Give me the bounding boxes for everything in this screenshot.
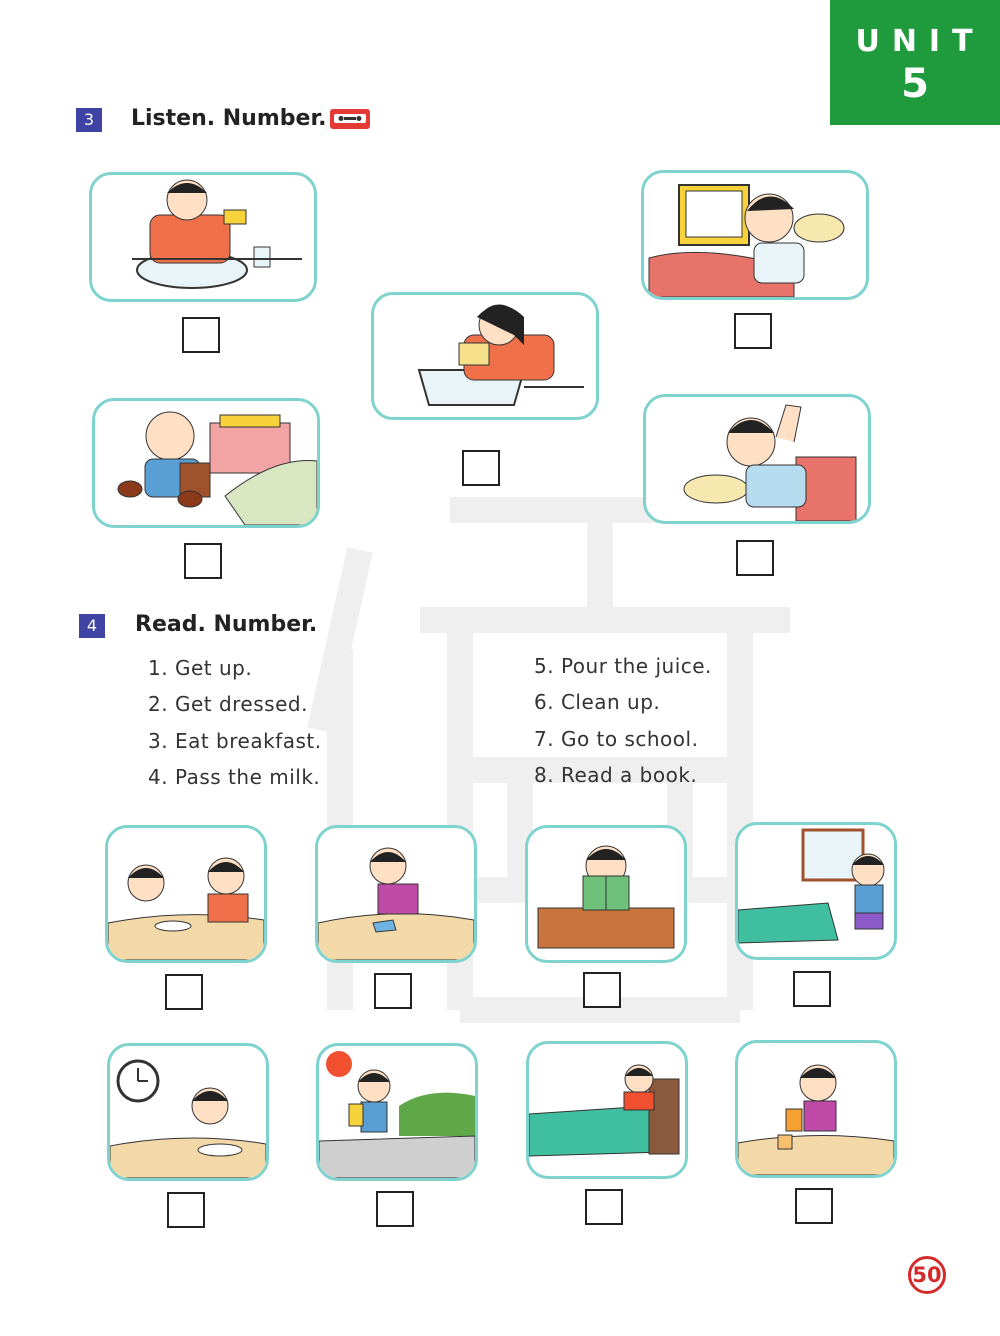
page-number: 50: [908, 1256, 946, 1294]
picture-eat-breakfast: [107, 1043, 269, 1181]
picture-wash-face: [371, 292, 599, 420]
answer-box-3-1[interactable]: [182, 317, 220, 353]
picture-go-to-school: [92, 398, 320, 528]
answer-box-3-2[interactable]: [734, 313, 772, 349]
section-4-number: 4: [79, 614, 105, 638]
unit-number: 5: [901, 61, 929, 107]
picture-get-dressed: [735, 822, 897, 960]
unit-label: UNIT: [855, 24, 985, 59]
answer-box-4-5[interactable]: [167, 1192, 205, 1228]
sentence-6: 6. Clean up.: [534, 690, 661, 714]
answer-box-3-3[interactable]: [462, 450, 500, 486]
section-3-number: 3: [76, 108, 102, 132]
picture-read-book: [525, 825, 687, 963]
sentence-8: 8. Read a book.: [534, 763, 698, 787]
answer-box-3-5[interactable]: [736, 540, 774, 576]
cassette-tape-icon: [329, 108, 371, 130]
unit-badge: [830, 0, 1000, 125]
answer-box-4-3[interactable]: [583, 972, 621, 1008]
picture-get-up-girl: [526, 1041, 688, 1179]
picture-wake-up: [641, 170, 869, 300]
picture-go-to-school-girl: [316, 1043, 478, 1181]
section-3-title: Listen. Number.: [131, 106, 327, 131]
picture-pour-juice: [735, 1040, 897, 1178]
sentence-7: 7. Go to school.: [534, 727, 699, 751]
answer-box-3-4[interactable]: [184, 543, 222, 579]
sentence-3: 3. Eat breakfast.: [148, 729, 322, 753]
answer-box-4-6[interactable]: [376, 1191, 414, 1227]
answer-box-4-7[interactable]: [585, 1189, 623, 1225]
answer-box-4-2[interactable]: [374, 973, 412, 1009]
answer-box-4-8[interactable]: [795, 1188, 833, 1224]
picture-clean-up: [315, 825, 477, 963]
answer-box-4-1[interactable]: [165, 974, 203, 1010]
picture-brush-teeth: [89, 172, 317, 302]
answer-box-4-4[interactable]: [793, 971, 831, 1007]
sentence-2: 2. Get dressed.: [148, 692, 308, 716]
picture-get-up: [643, 394, 871, 524]
section-4-title: Read. Number.: [135, 612, 318, 637]
picture-pass-milk: [105, 825, 267, 963]
sentence-5: 5. Pour the juice.: [534, 654, 712, 678]
sentence-1: 1. Get up.: [148, 656, 253, 680]
sentence-4: 4. Pass the milk.: [148, 765, 321, 789]
